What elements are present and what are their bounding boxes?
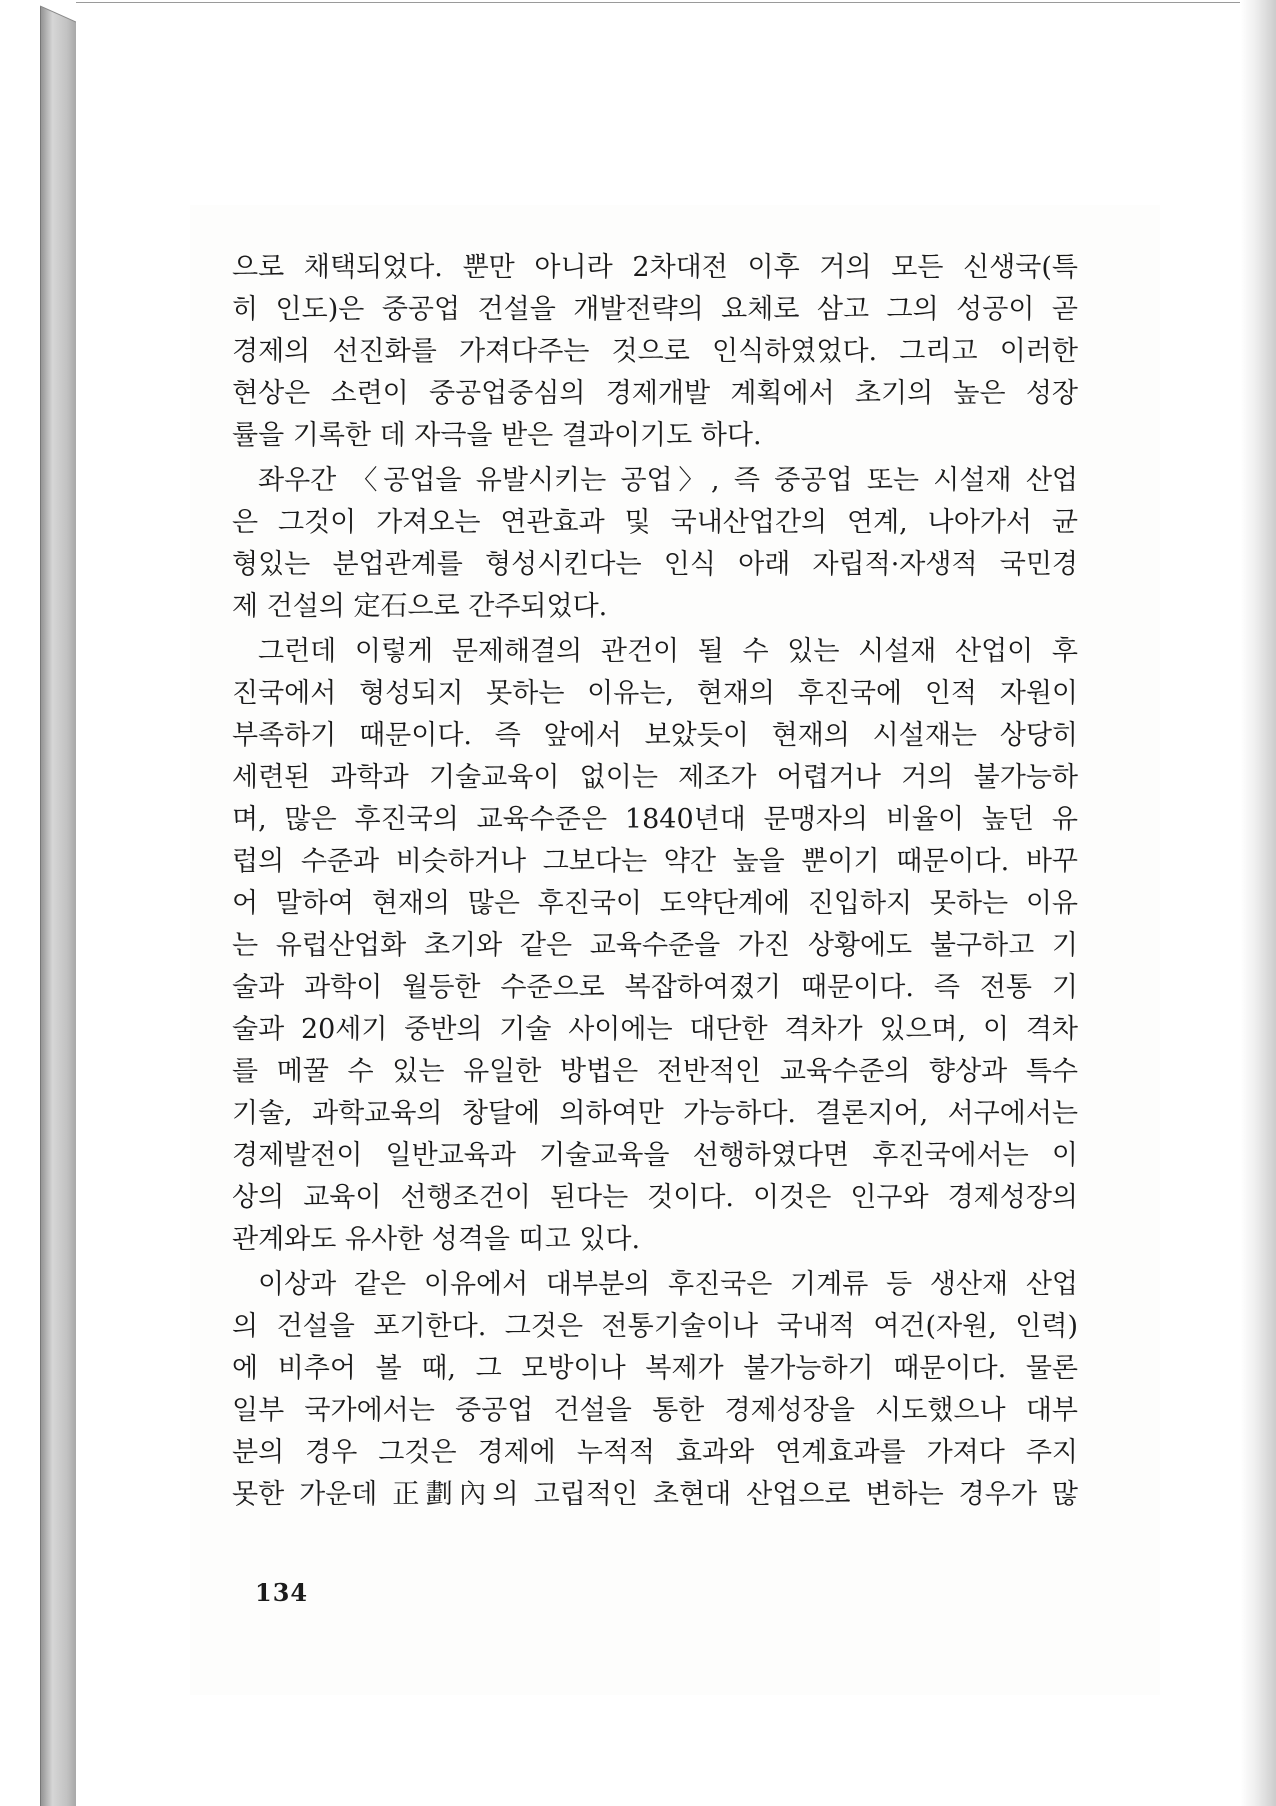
text-line: 그런데 이렇게 문제해결의 관건이 될 수 있는 시설재 산업이 후 bbox=[258, 636, 1078, 667]
text-line: 제 건설의 定石으로 간주되었다. bbox=[232, 591, 608, 622]
text-line: 이상과 같은 이유에서 대부분의 후진국은 기계류 등 생산재 산업 bbox=[258, 1269, 1078, 1300]
text-line: 세련된 과학과 기술교육이 없이는 제조가 어렵거나 거의 불가능하 bbox=[232, 762, 1078, 793]
text-line: 며, 많은 후진국의 교육수준은 1840년대 문맹자의 비율이 높던 유 bbox=[232, 804, 1078, 835]
paragraph bbox=[232, 460, 1078, 628]
text-line: 기술, 과학교육의 창달에 의하여만 가능하다. 결론지어, 서구에서는 bbox=[232, 1098, 1078, 1129]
text-line: 경제발전이 일반교육과 기술교육을 선행하였다면 후진국에서는 이 bbox=[232, 1140, 1078, 1171]
book-spine bbox=[40, 0, 76, 1806]
text-line: 률을 기록한 데 자극을 받은 결과이기도 하다. bbox=[232, 420, 762, 451]
text-line: 분의 경우 그것은 경제에 누적적 효과와 연계효과를 가져다 주지 bbox=[232, 1437, 1078, 1468]
text-line: 일부 국가에서는 중공업 건설을 통한 경제성장을 시도했으나 대부 bbox=[232, 1395, 1078, 1426]
text-line: 형있는 분업관계를 형성시킨다는 인식 아래 자립적·자생적 국민경 bbox=[232, 549, 1078, 580]
text-line: 진국에서 형성되지 못하는 이유는, 현재의 후진국에 인적 자원이 bbox=[232, 678, 1078, 709]
page-edge-shadow bbox=[1240, 0, 1276, 1806]
text-line: 현상은 소련이 중공업중심의 경제개발 계획에서 초기의 높은 성장 bbox=[232, 378, 1078, 409]
text-line: 좌우간 〈공업을 유발시키는 공업〉, 즉 중공업 또는 시설재 산업 bbox=[258, 465, 1078, 496]
paragraph bbox=[232, 1264, 1078, 1516]
text-line: 관계와도 유사한 성격을 띠고 있다. bbox=[232, 1224, 641, 1255]
paragraph bbox=[232, 247, 1078, 457]
text-line: 으로 채택되었다. 뿐만 아니라 2차대전 이후 거의 모든 신생국(특 bbox=[232, 252, 1078, 283]
text-line: 는 유럽산업화 초기와 같은 교육수준을 가진 상황에도 불구하고 기 bbox=[232, 930, 1078, 961]
page-number: 134 bbox=[255, 1578, 309, 1607]
text-line: 경제의 선진화를 가져다주는 것으로 인식하였었다. 그리고 이러한 bbox=[232, 336, 1078, 367]
text-line: 어 말하여 현재의 많은 후진국이 도약단계에 진입하지 못하는 이유 bbox=[232, 888, 1078, 919]
text-line: 은 그것이 가져오는 연관효과 및 국내산업간의 연계, 나아가서 균 bbox=[232, 507, 1078, 538]
paragraph bbox=[232, 631, 1078, 1261]
text-line: 히 인도)은 중공업 건설을 개발전략의 요체로 삼고 그의 성공이 곧 bbox=[232, 294, 1078, 325]
text-line: 술과 과학이 월등한 수준으로 복잡하여졌기 때문이다. 즉 전통 기 bbox=[232, 972, 1078, 1003]
text-line: 술과 20세기 중반의 기술 사이에는 대단한 격차가 있으며, 이 격차 bbox=[232, 1014, 1078, 1045]
text-line: 부족하기 때문이다. 즉 앞에서 보았듯이 현재의 시설재는 상당히 bbox=[232, 720, 1078, 751]
text-line: 못한 가운데 正劃內의 고립적인 초현대 산업으로 변하는 경우가 많 bbox=[232, 1479, 1078, 1510]
page-body-text bbox=[232, 247, 1078, 1516]
text-line: 에 비추어 볼 때, 그 모방이나 복제가 불가능하기 때문이다. 물론 bbox=[232, 1353, 1078, 1384]
text-line: 럽의 수준과 비슷하거나 그보다는 약간 높을 뿐이기 때문이다. 바꾸 bbox=[232, 846, 1078, 877]
text-line: 를 메꿀 수 있는 유일한 방법은 전반적인 교육수준의 향상과 특수 bbox=[232, 1056, 1078, 1087]
text-line: 의 건설을 포기한다. 그것은 전통기술이나 국내적 여건(자원, 인력) bbox=[232, 1311, 1078, 1342]
text-line: 상의 교육이 선행조건이 된다는 것이다. 이것은 인구와 경제성장의 bbox=[232, 1182, 1078, 1213]
